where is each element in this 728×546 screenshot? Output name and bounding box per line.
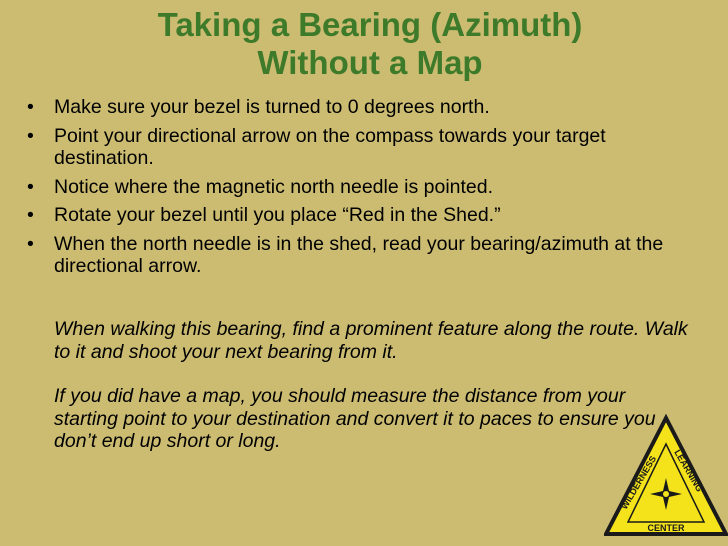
wilderness-learning-center-logo [604,414,728,546]
notes [54,318,694,475]
bullet-list [26,96,691,284]
bullet-item [26,233,691,278]
logo-text-bottom: CENTER [647,523,685,533]
bullet-text: Make sure your bezel is turned to 0 degrees north. [54,96,490,118]
title-line-1: Taking a Bearing (Azimuth) [157,6,583,43]
bullet-text: Notice where the magnetic north needle is pointed. [54,175,494,198]
logo-text-left: WILDERNESS [619,454,659,512]
logo-triangle [606,418,726,534]
slide-title [70,6,670,82]
bullet-text: Rotate your bezel until you place “Red in the Shed.” [54,204,501,226]
title-line-2: Without a Map [257,44,483,81]
bullet-item [26,96,691,119]
note-walking: When walking this bearing, find a prominent feature along the route. Walk to it and shoot your next bearing from it. [54,318,688,363]
bullet-dot: • [27,175,34,198]
bullet-dot: • [27,232,34,255]
bullet-text: Point your directional arrow on the compass towards your target destination. [54,124,606,169]
bullet-text: When the north needle is in the shed, read your bearing/azimuth at the directional arrow. [54,232,664,277]
bullet-item [26,204,691,227]
bullet-dot: • [27,124,34,147]
bullet-item [26,176,691,199]
note-map: If you did have a map, you should measure the distance from your starting point to your destination and convert it to paces to ensure you don’t end up short or long. [54,385,656,452]
bullet-dot: • [27,204,34,226]
logo-text-right: LEARNING [672,447,705,494]
bullet-item [26,125,691,170]
bullet-dot: • [27,96,34,118]
